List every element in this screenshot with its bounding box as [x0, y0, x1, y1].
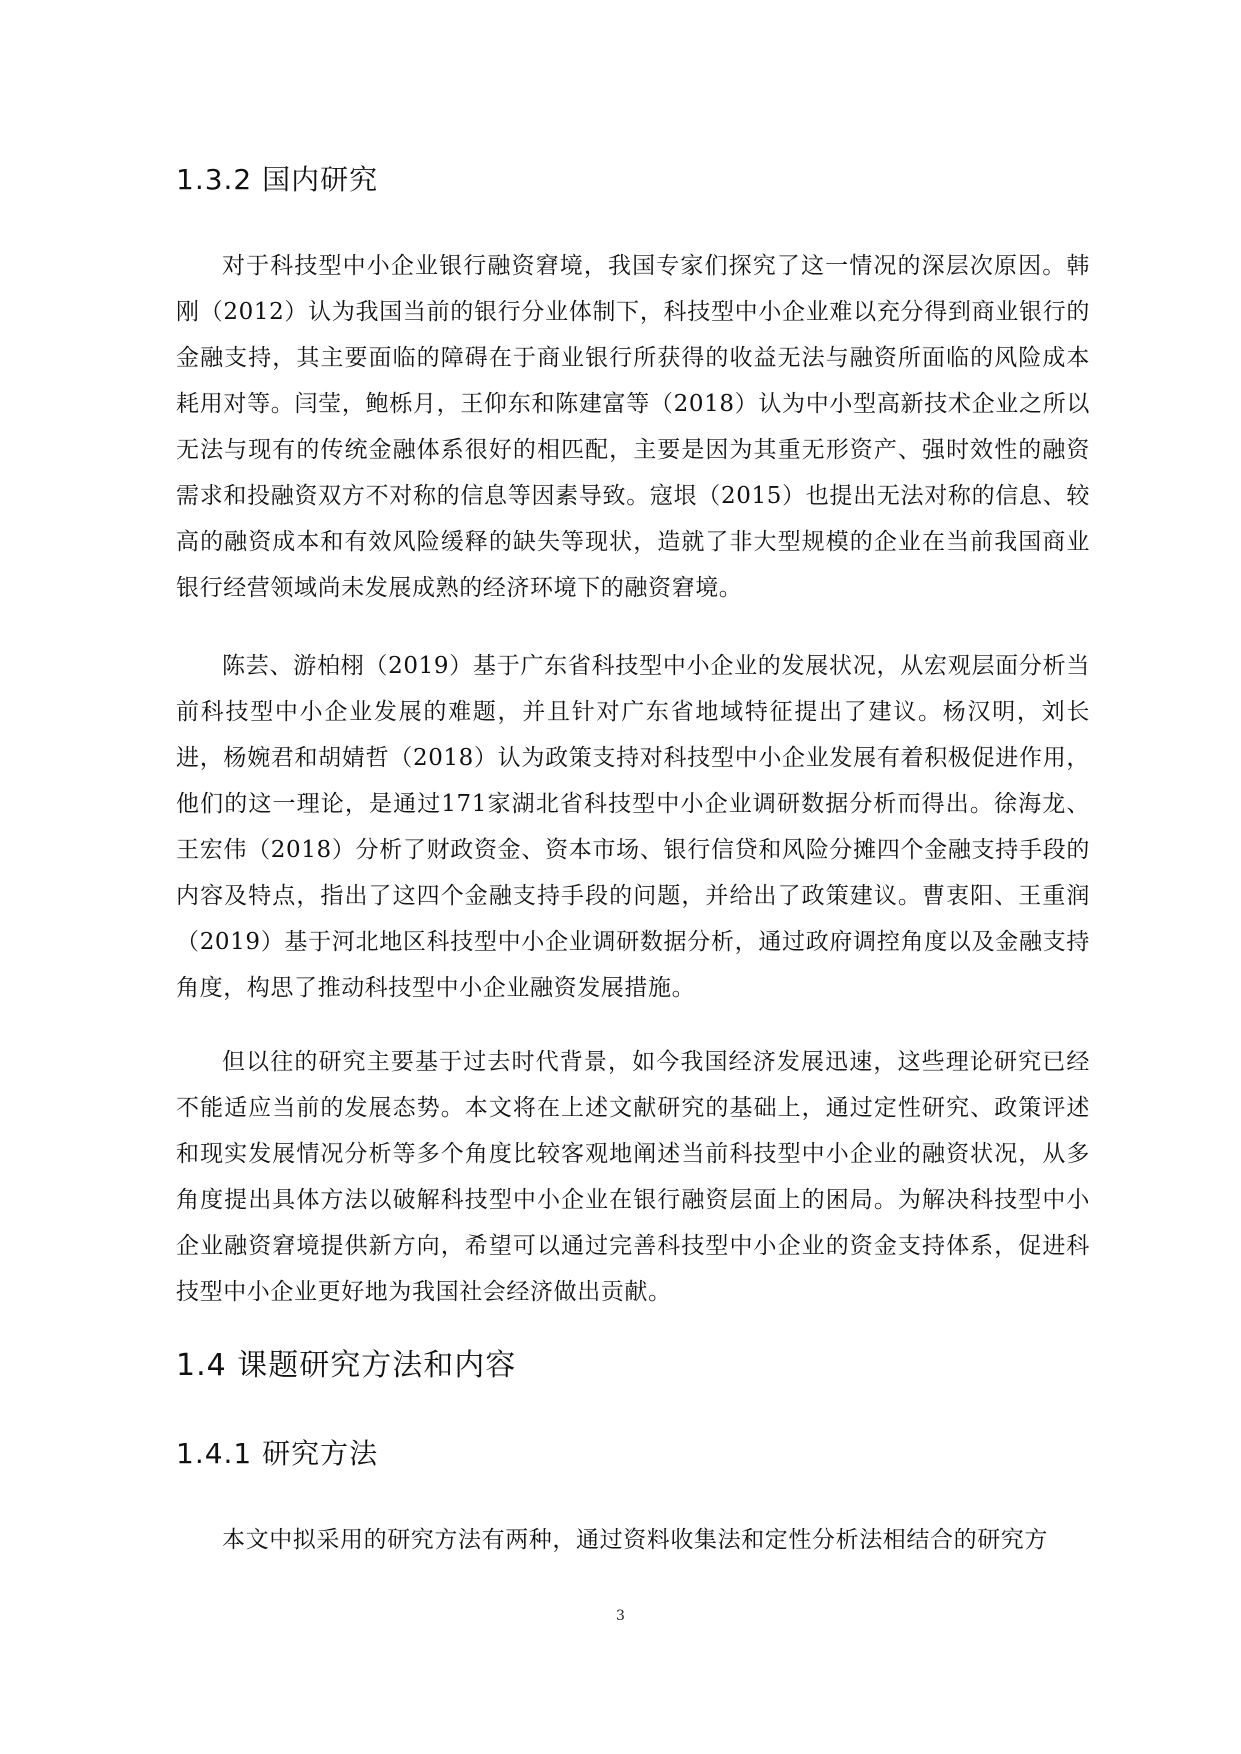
page-number: 3	[616, 1608, 625, 1624]
section-heading-1-3-2: 1.3.2 国内研究	[176, 163, 379, 196]
body-paragraph: 陈芸、游柏栩（2019）基于广东省科技型中小企业的发展状况，从宏观层面分析当前科技型中小企业发展的难题，并且针对广东省地域特征提出了建议。杨汉明，刘长进，杨婉君和胡婧哲（2018）认为政策支持对科技型中小企业发展有着积极促进作用，他们的这一理论，是通过171家湖北省科技型中小企业调研数据分析而得出。徐海龙、王宏伟（2018）分析了财政资金、资本市场、银行信贷和风险分摊四个金融支持手段的内容及特点，指出了这四个金融支持手段的问题，并给出了政策建议。曹衷阳、王重润（2019）基于河北地区科技型中小企业调研数据分析，通过政府调控角度以及金融支持角度，构思了推动科技型中小企业融资发展措施。	[176, 653, 1090, 1001]
body-paragraph: 但以往的研究主要基于过去时代背景，如今我国经济发展迅速，这些理论研究已经不能适应当前的发展态势。本文将在上述文献研究的基础上，通过定性研究、政策评述和现实发展情况分析等多个角度比较客观地阐述当前科技型中小企业的融资状况，从多角度提出具体方法以破解科技型中小企业在银行融资层面上的困局。为解决科技型中小企业融资窘境提供新方向，希望可以通过完善科技型中小企业的资金支持体系，促进科技型中小企业更好地为我国社会经济做出贡献。	[176, 1049, 1090, 1305]
section-heading-1-4-1: 1.4.1 研究方法	[176, 1437, 379, 1470]
body-paragraph: 本文中拟采用的研究方法有两种，通过资料收集法和定性分析法相结合的研究方	[222, 1527, 1048, 1553]
body-paragraph: 对于科技型中小企业银行融资窘境，我国专家们探究了这一情况的深层次原因。韩刚（2012）认为我国当前的银行分业体制下，科技型中小企业难以充分得到商业银行的金融支持，其主要面临的障碍在于商业银行所获得的收益无法与融资所面临的风险成本耗用对等。闫莹，鲍栎月，王仰东和陈建富等（2018）认为中小型高新技术企业之所以无法与现有的传统金融体系很好的相匹配，主要是因为其重无形资产、强时效性的融资需求和投融资双方不对称的信息等因素导致。寇垠（2015）也提出无法对称的信息、较高的融资成本和有效风险缓释的缺失等现状，造就了非大型规模的企业在当前我国商业银行经营领域尚未发展成熟的经济环境下的融资窘境。	[176, 253, 1090, 601]
section-heading-1-4: 1.4 课题研究方法和内容	[176, 1348, 517, 1383]
